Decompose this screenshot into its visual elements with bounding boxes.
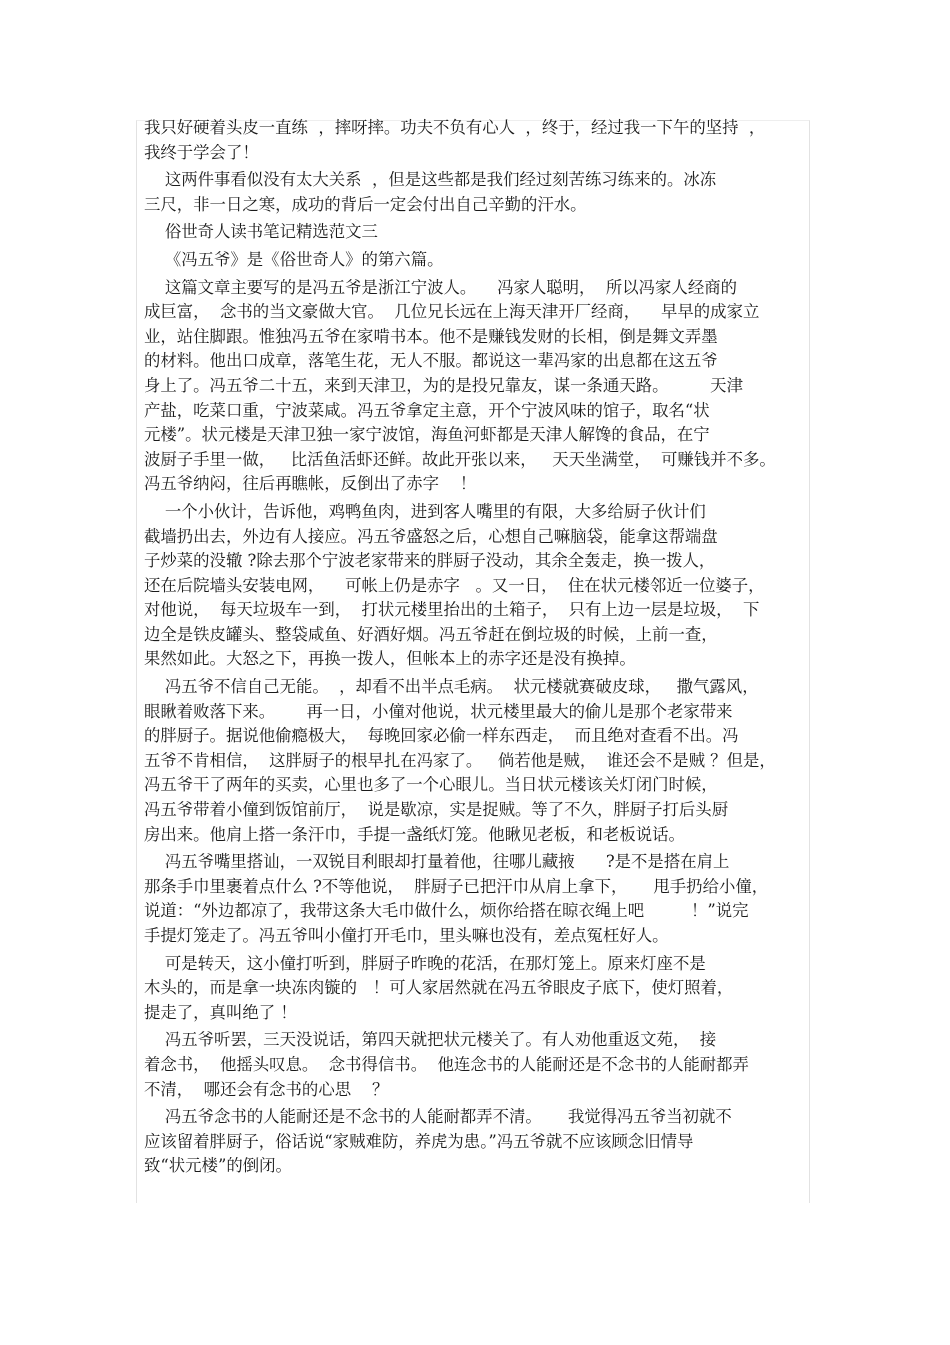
text-line: 冯五爷不信自己无能。 ，却看不出半点毛病。 状元楼就赛破皮球， 撒气露风， — [144, 677, 759, 697]
text-line: 一个小伙计，告诉他，鸡鸭鱼肉，进到客人嘴里的有限，大多给厨子伙计们 — [144, 501, 706, 521]
paragraph — [144, 500, 802, 672]
text-line: 三尺，非一日之寒，成功的背后一定会付出自己辛勤的汗水。 — [144, 194, 587, 214]
text-line: 果然如此。大怒之下，再换一拨人，但帐本上的赤字还是没有换掉。 — [144, 649, 636, 669]
text-line: 木头的，而是拿一块冻肉镟的 ！可人家居然就在冯五爷眼皮子底下，使灯照着， — [144, 978, 734, 998]
text-line: 房出来。他肩上搭一条汗巾，手提一盏纸灯笼。他瞅见老板，和老板说话。 — [144, 824, 685, 844]
text-line: 成巨富， 念书的当文豪做大官。 几位兄长远在上海天津开厂经商， 早早的成家立 — [144, 302, 760, 322]
text-line: 这两件事看似没有太大关系 ，但是这些都是我们经过刻苦练习练来的。冰冻 — [144, 170, 717, 190]
text-line: 《冯五爷》是《俗世奇人》的第六篇。 — [144, 249, 444, 269]
paragraph — [144, 850, 802, 948]
text-line: 眼瞅着败落下来。 再一日，小僮对他说，状元楼里最大的偷儿是那个老家带来 — [144, 701, 733, 721]
text-line: 我只好硬着头皮一直练 ，摔呀摔。功夫不负有心人 ，终于，经过我一下午的坚持 ， — [144, 118, 766, 137]
text-line: 五爷不肯相信， 这胖厨子的根早扎在冯家了。 倘若他是贼， 谁还会不是贼 ？但是， — [144, 750, 776, 770]
text-line: 的材料。他出口成章，落笔生花，无人不服。都说这一辈冯家的出息都在这五爷 — [144, 351, 718, 371]
text-line: 冯五爷带着小僮到饭馆前厅， 说是歇凉，实是捉贼。等了不久，胖厨子打后头厨 — [144, 800, 729, 820]
text-line: 应该留着胖厨子，俗话说“家贼难防，养虎为患。”冯五爷就不应该顾念旧情导 — [144, 1131, 694, 1151]
paragraph — [144, 248, 802, 273]
text-line: 的胖厨子。据说他偷瘾极大， 每晚回家必偷一样东西走， 而且绝对查看不出。冯 — [144, 726, 739, 746]
paragraph — [144, 168, 802, 217]
text-line: 截墙扔出去，外边有人接应。冯五爷盛怒之后，心想自己嘛脑袋，能拿这帮端盘 — [144, 526, 718, 546]
text-line: 可是转天，这小僮打听到，胖厨子昨晚的花活，在那灯笼上。原来灯座不是 — [144, 953, 706, 973]
paragraph — [144, 1105, 802, 1179]
text-line: 冯五爷纳闷，往后再瞧帐，反倒出了赤字 ！ — [144, 474, 477, 494]
text-line: 身上了。冯五爷二十五，来到天津卫，为的是投兄靠友，谋一条通天路。 天津 — [144, 375, 743, 395]
text-line: 对他说， 每天垃圾车一到， 打状元楼里抬出的土箱子， 只有上边一层是垃圾， 下 — [144, 600, 760, 620]
text-line: 这篇文章主要写的是冯五爷是浙江宁波人。 冯家人聪明， 所以冯家人经商的 — [144, 277, 737, 297]
text-line: 产盐，吃菜口重，宁波菜咸。冯五爷拿定主意，开个宁波风味的馆子，取名“状 — [144, 400, 710, 420]
text-line: 着念书， 他摇头叹息。 念书得信书。 他连念书的人能耐还是不念书的人能耐都弄 — [144, 1054, 749, 1074]
paragraph — [144, 220, 802, 245]
paragraph — [144, 675, 802, 847]
text-line: 手提灯笼走了。冯五爷叫小僮打开毛巾，里头嘛也没有，差点冤枉好人。 — [144, 926, 669, 945]
text-line: 致“状元楼”的倒闭。 — [144, 1156, 292, 1176]
paragraph — [144, 116, 802, 165]
text-line: 元楼”。状元楼是天津卫独一家宁波馆，海鱼河虾都是天津人解馋的食品，在宁 — [144, 425, 710, 445]
document-body — [144, 116, 802, 1179]
text-line: 冯五爷念书的人能耐还是不念书的人能耐都弄不清。 我觉得冯五爷当初就不 — [144, 1107, 732, 1127]
text-line: 我终于学会了！ — [144, 142, 259, 162]
text-line: 不清， 哪还会有念书的心思 ？ — [144, 1079, 389, 1099]
text-line: 冯五爷听罢，三天没说话，第四天就把状元楼关了。有人劝他重返文苑， 接 — [144, 1030, 717, 1050]
text-line: 业，站住脚跟。惟独冯五爷在家啃书本。他不是赚钱发财的长相，倒是舞文弄墨 — [144, 326, 718, 346]
text-line: 边全是铁皮罐头、整袋咸鱼、好酒好烟。冯五爷赶在倒垃圾的时候，上前一查， — [144, 624, 718, 644]
text-line: 还在后院墙头安装电网， 可帐上仍是赤字 。又一日， 住在状元楼邻近一位婆子， — [144, 575, 765, 595]
text-line: 子炒菜的没辙 ?除去那个宁波老家带来的胖厨子没动，其余全轰走，换一拨人， — [144, 551, 716, 571]
paragraph — [144, 952, 802, 1026]
text-line: 说道：“外边都凉了，我带这条大毛巾做什么，烦你给搭在晾衣绳上吧 ！”说完 — [144, 901, 749, 921]
paragraph — [144, 1028, 802, 1102]
text-line: 冯五爷嘴里搭讪，一双锐目利眼却打量着他，往哪儿藏掖 ?是不是搭在肩上 — [144, 852, 730, 872]
text-line: 那条手巾里裹着点什么 ?不等他说， 胖厨子已把汗巾从肩上拿下， 甩手扔给小僮， — [144, 876, 769, 896]
text-line: 冯五爷干了两年的买卖，心里也多了一个心眼儿。当日状元楼该关灯闭门时候， — [144, 775, 718, 795]
text-line: 提走了，真叫绝了 ！ — [144, 1002, 297, 1022]
paragraph — [144, 276, 802, 497]
text-line: 俗世奇人读书笔记精选范文三 — [144, 222, 378, 242]
text-line: 波厨子手里一做， 比活鱼活虾还鲜。故此开张以来， 天天坐满堂， 可赚钱并不多。 — [144, 449, 776, 469]
